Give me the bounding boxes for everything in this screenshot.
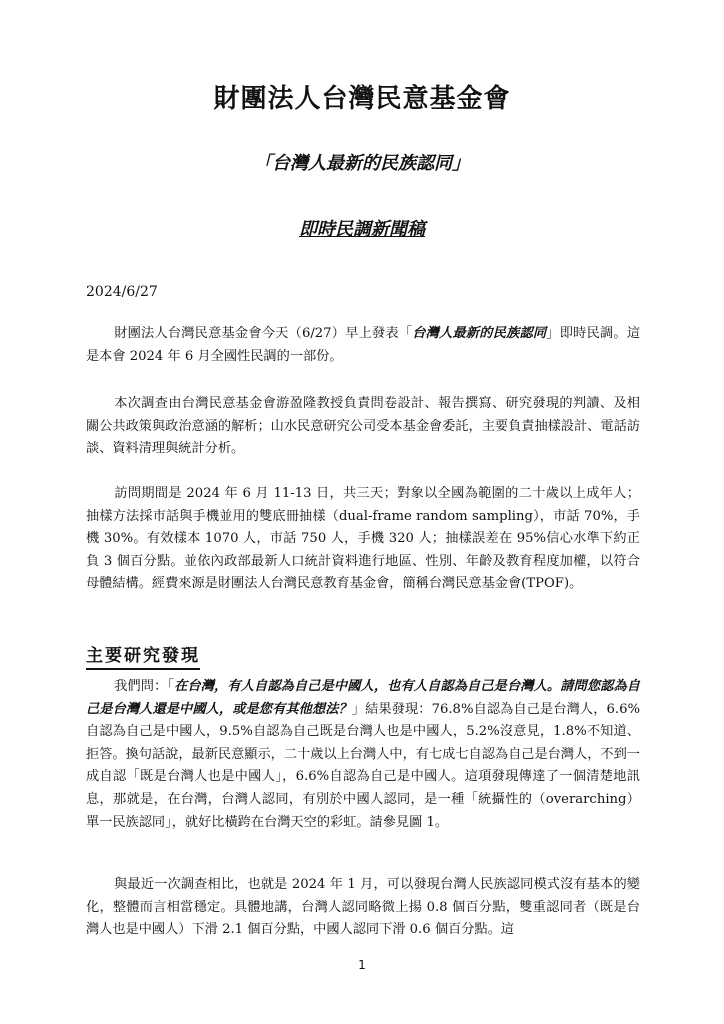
release-date: 2024/6/27 xyxy=(86,284,158,300)
paragraph-text: 我們問：「 xyxy=(114,679,175,694)
page-number: 1 xyxy=(358,958,366,972)
paragraph-comparison xyxy=(86,874,640,942)
paragraph-findings xyxy=(86,676,640,834)
paragraph-intro xyxy=(86,323,640,368)
paragraph-text: 財團法人台灣民意基金會今天（6/27）早上發表「 xyxy=(114,326,413,341)
survey-title-emphasis: 台灣人最新的民族認同 xyxy=(412,326,547,341)
paragraph-text: 與最近一次調查相比，也就是 2024 年 1 月，可以發現台灣人民族認同模式沒有基本的變化，整體而言相當穩定。具體地講，台灣人認同略微上揚 0.8 個百分點，雙重認同者（既是台灣人也是中國人）下滑 2.1 個百分點，中國人認同下滑 0.6 個百分點。這 xyxy=(86,877,640,938)
section-heading: 主要研究發現 xyxy=(86,641,200,670)
paragraph-text: 訪問期間是 2024 年 6 月 11-13 日，共三天；對象以全國為範圍的二十歲以上成年人；抽樣方法採市話與手機並用的雙底冊抽樣（dual-frame random sampling），市話 70%，手機 30%。有效樣本 1070 人，市話 750 人，手機 320 人；抽樣誤差在 95%信心水準下約正負 3 個百分點。並依內政部最新人口統計資料進行地區、性別、年齡及教育程度加權，以符合母體結構。經費來源是財團法人台灣民意教育基金會，簡稱台灣民意基金會(TPOF)。 xyxy=(86,486,640,592)
paragraph-text: 」結果發現：76.8%自認為自己是台灣人，6.6%自認為自己是中國人，9.5%自認為自己既是台灣人也是中國人，5.2%沒意見，1.8%不知道、拒答。換句話說，最新民意顯示，二十歲以上台灣人中，有七成七自認為自己是台灣人，不到一成自認「既是台灣人也是中國人」，6.6%自認為自己是中國人。這項發現傳達了一個清楚地訊息，那就是，在台灣，台灣人認同，有別於中國人認同，是一種「統攝性的（overarching）單一民族認同」，就好比橫跨在台灣天空的彩虹。請參見圖 1。 xyxy=(86,701,640,830)
paragraph-team xyxy=(86,393,640,461)
release-type: 即時民調新聞稿 xyxy=(299,219,425,240)
document-title: 財團法人台灣民意基金會 xyxy=(213,84,511,114)
paragraph-methodology xyxy=(86,483,640,596)
document-subtitle: 「台灣人最新的民族認同」 xyxy=(254,153,470,174)
paragraph-text: 」即時民調。這是本會 2024 年 6 月全國性民調的一部份。 xyxy=(86,326,641,364)
survey-question: 在台灣，有人自認為自己是中國人，也有人自認為自己是台灣人。請問您認為自己是台灣人還是中國人，或是您有其他想法？ xyxy=(86,679,640,717)
paragraph-text: 本次調查由台灣民意基金會游盈隆教授負責問卷設計、報告撰寫、研究發現的判讀、及相關公共政策與政治意涵的解析；山水民意研究公司受本基金會委託，主要負責抽樣設計、電話訪談、資料清理與統計分析。 xyxy=(86,396,640,457)
